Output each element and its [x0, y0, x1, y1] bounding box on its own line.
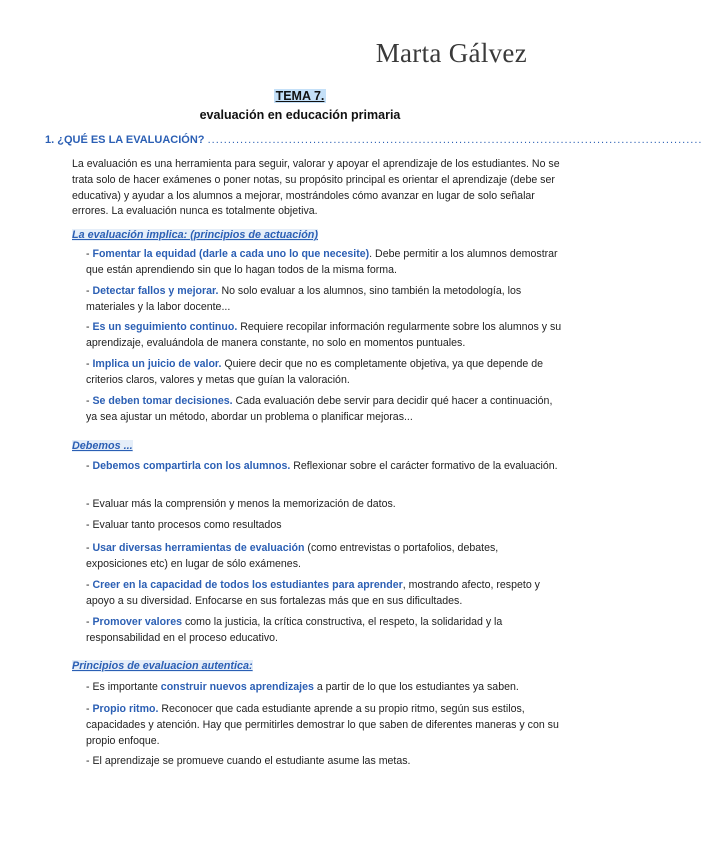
item-text: Reflexionar sobre el carácter formativo de la evaluación. — [290, 460, 558, 472]
item-text: a partir de lo que los estudiantes ya saben. — [313, 681, 519, 693]
item-highlight: Es un seguimiento continuo. — [92, 321, 238, 333]
document-subtitle: evaluación en educación primaria — [199, 108, 401, 122]
item-text: , mostrando afecto, respeto y apoyo a su diversidad. Enfocarse en sus fortalezas más que en sus dificultades. — [86, 579, 540, 607]
item-highlight: Usar diversas herramientas de evaluación — [92, 542, 305, 554]
list-item: - Es importante construir nuevos aprendizajes a partir de lo que los estudiantes ya saben. — [86, 681, 519, 693]
item-pre: Es importante — [92, 681, 161, 693]
list-item: - Evaluar tanto procesos como resultados — [86, 519, 282, 531]
item-text: como la justicia, la crítica constructiva, el respeto, la solidaridad y la responsabilidad en el proceso educativo. — [86, 616, 503, 644]
item-text: Quiere decir que no es completamente objetiva, ya que depende de criterios claros, valores y metas que guían la valoración. — [86, 358, 543, 386]
subheading-autentica-text: Principios de evaluacion autentica: — [72, 660, 253, 672]
list-item: - Fomentar la equidad (darle a cada uno lo que necesite). Debe permitir a los alumnos demostrar que están aprendiendo sin que lo hagan todos de la misma forma. — [86, 248, 558, 276]
item-highlight: Promover valores — [92, 616, 182, 628]
item-text: Reconocer que cada estudiante aprende a su propio ritmo, según sus estilos, capacidades y atención. Hay que permitirles demostrar lo que saben de diferentes maneras y con su propio enfoque. — [86, 703, 559, 747]
item-highlight: Se deben tomar decisiones. — [92, 395, 233, 407]
list-item: - Se deben tomar decisiones. Cada evaluación debe servir para decidir qué hacer a continuación, ya sea ajustar un método, abordar un problema o planificar mejoras... — [86, 395, 553, 423]
item-text: El aprendizaje se promueve cuando el estudiante asume las metas. — [92, 755, 411, 767]
item-highlight: Detectar fallos y mejorar. — [92, 285, 219, 297]
item-text: . Debe permitir a los alumnos demostrar que están aprendiendo sin que lo hagan todos de la misma forma. — [86, 248, 558, 276]
section-heading-text: 1. ¿QUÉ ES LA EVALUACIÓN? — [45, 134, 205, 146]
topic-number-text: TEMA 7. — [275, 89, 325, 103]
subheading-principios-text: La evaluación implica: (principios de actuación) — [72, 229, 318, 241]
list-item: - El aprendizaje se promueve cuando el estudiante asume las metas. — [86, 755, 411, 767]
subheading-debemos — [72, 440, 133, 452]
subheading-autentica — [72, 660, 253, 672]
item-text: Requiere recopilar información regularmente sobre los alumnos y su aprendizaje, evaluándola de manera constante, no solo en momentos puntuales. — [86, 321, 562, 349]
list-item: - Es un seguimiento continuo. Requiere recopilar información regularmente sobre los alumnos y su aprendizaje, evaluándola de manera constante, no solo en momentos puntuales. — [86, 321, 562, 349]
item-text: Evaluar tanto procesos como resultados — [92, 519, 282, 531]
list-item: - Implica un juicio de valor. Quiere decir que no es completamente objetiva, ya que depende de criterios claros, valores y metas que guían la valoración. — [86, 358, 543, 386]
item-highlight: Fomentar la equidad (darle a cada uno lo que necesite) — [92, 248, 370, 260]
list-item: - Detectar fallos y mejorar. No solo evaluar a los alumnos, sino también la metodología, los materiales y la labor docente... — [86, 285, 522, 313]
item-highlight: Propio ritmo. — [92, 703, 159, 715]
item-highlight: Implica un juicio de valor. — [92, 358, 222, 370]
list-item: - Creer en la capacidad de todos los estudiantes para aprender, mostrando afecto, respeto y apoyo a su diversidad. Enfocarse en sus fortalezas más que en sus dificultades. — [86, 579, 540, 607]
intro-paragraph: La evaluación es una herramienta para seguir, valorar y apoyar el aprendizaje de los estudiantes. No se trata solo de hacer exámenes o poner notas, su propósito principal es orientar el aprendizaje (debe ser educativa) y ayudar a los alumnos a mejorar, mostrándoles cómo avanzar en lugar de solo señalar errores. La evaluación nunca es totalmente objetiva. — [72, 158, 560, 218]
item-text: (como entrevistas o portafolios, debates, exposiciones etc) en lugar de sólo exámenes. — [86, 542, 499, 570]
subheading-principios — [72, 229, 318, 241]
subheading-debemos-text: Debemos ... — [72, 440, 133, 452]
item-highlight: Creer en la capacidad de todos los estudiantes para aprender — [92, 579, 403, 591]
section-heading: 1. ¿QUÉ ES LA EVALUACIÓN? .......................................................................................................................... — [45, 134, 702, 146]
list-item: - Propio ritmo. Reconocer que cada estudiante aprende a su propio ritmo, según sus estilos, capacidades y atención. Hay que permitirles demostrar lo que saben de diferentes maneras y con su propio enfoque. — [86, 703, 559, 747]
item-text: Evaluar más la comprensión y menos la memorización de datos. — [92, 498, 396, 510]
item-text: No solo evaluar a los alumnos, sino también la metodología, los materiales y la labor docente... — [86, 285, 522, 313]
author-name: Marta Gálvez — [375, 38, 527, 68]
topic-number — [0, 89, 600, 103]
list-item: - Usar diversas herramientas de evaluación (como entrevistas o portafolios, debates, exposiciones etc) en lugar de sólo exámenes. — [86, 542, 499, 570]
list-item: - Promover valores como la justicia, la crítica constructiva, el respeto, la solidaridad y la responsabilidad en el proceso educativo. — [86, 616, 503, 644]
list-item: - Debemos compartirla con los alumnos. Reflexionar sobre el carácter formativo de la evaluación. — [86, 460, 558, 472]
item-highlight: construir nuevos aprendizajes — [160, 681, 314, 693]
list-item: - Evaluar más la comprensión y menos la memorización de datos. — [86, 498, 396, 510]
item-highlight: Debemos compartirla con los alumnos. — [92, 460, 291, 472]
item-text: Cada evaluación debe servir para decidir qué hacer a continuación, ya sea ajustar un método, abordar un problema o planificar mejoras... — [86, 395, 553, 423]
